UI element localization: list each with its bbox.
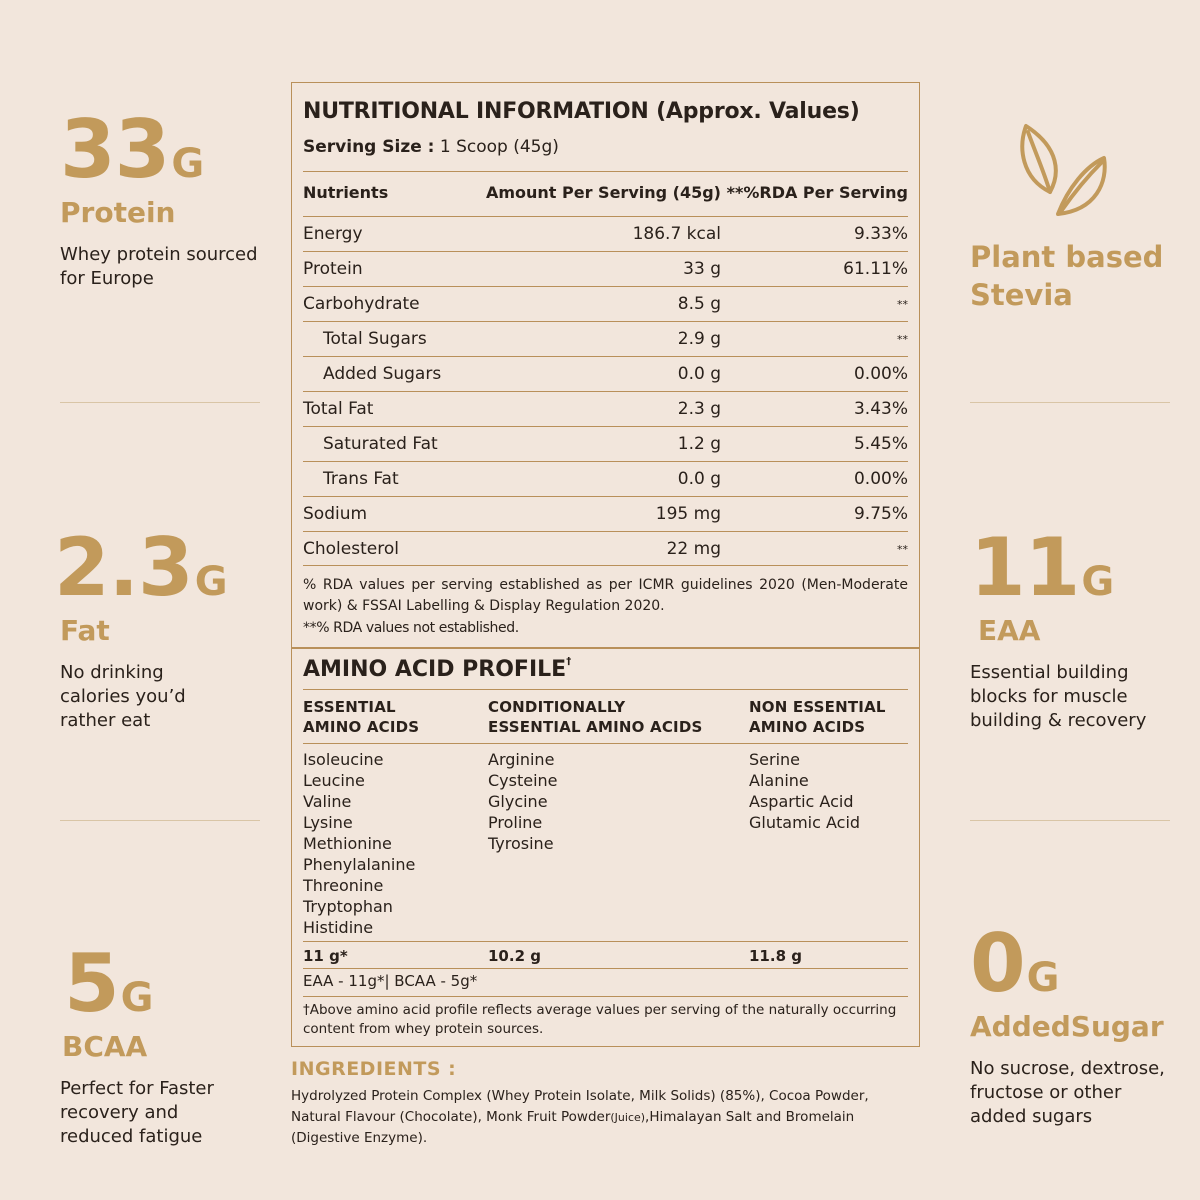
nutrient-rda: 9.33% xyxy=(853,224,908,244)
nutrient-amount: 8.5 g xyxy=(677,294,721,314)
nutrient-rda: 3.43% xyxy=(853,399,908,419)
nutrient-row xyxy=(303,531,908,566)
header-line: CONDITIONALLY xyxy=(488,698,626,716)
eaa-desc-line: building & recovery xyxy=(970,710,1147,731)
protein-amount xyxy=(60,103,258,196)
amino-acid-item: Cysteine xyxy=(488,771,558,790)
serving-label: Serving Size : xyxy=(303,137,435,157)
amino-list-essential xyxy=(303,749,415,938)
nutrient-row xyxy=(303,461,908,496)
nutrient-amount: 2.9 g xyxy=(677,329,721,349)
fat-amount xyxy=(54,521,227,614)
header-line: AMINO ACIDS xyxy=(303,718,420,736)
eaa-title: EAA xyxy=(978,614,1041,647)
protein-desc-line: for Europe xyxy=(60,268,154,289)
eaa-unit: G xyxy=(1081,559,1114,605)
amino-acid-item: Serine xyxy=(749,750,801,769)
amino-acid-item: Lysine xyxy=(303,813,353,832)
nutrient-rda: ** xyxy=(897,297,908,311)
amino-total-conditional: 10.2 g xyxy=(488,947,541,965)
nutrient-rda: 9.75% xyxy=(853,504,908,524)
nutrient-amount: 22 mg xyxy=(666,539,721,559)
nutrition-header-row xyxy=(303,183,908,202)
fat-desc-line: calories you’d xyxy=(60,686,186,707)
amino-list-nonessential xyxy=(749,749,860,833)
amino-list-conditional xyxy=(488,749,558,854)
eaa-number: 11 xyxy=(970,521,1080,614)
amino-title-text: AMINO ACID PROFILE xyxy=(303,657,567,682)
stevia-title-line: Stevia xyxy=(970,278,1073,312)
stevia-title-line: Plant based xyxy=(970,240,1164,274)
nutrient-row xyxy=(303,286,908,321)
amino-acid-item: Methionine xyxy=(303,834,392,853)
amino-acid-item: Aspartic Acid xyxy=(749,792,854,811)
nutrient-amount: 2.3 g xyxy=(677,399,721,419)
amino-acid-item: Threonine xyxy=(303,876,384,895)
amino-col-header-essential xyxy=(303,697,419,737)
protein-unit: G xyxy=(171,141,204,187)
amino-acid-item: Leucine xyxy=(303,771,365,790)
amino-title xyxy=(303,656,908,682)
nutrient-name: Energy xyxy=(303,224,363,244)
amino-acid-item: Alanine xyxy=(749,771,809,790)
fat-number: 2.3 xyxy=(54,521,193,614)
amino-acid-item: Glutamic Acid xyxy=(749,813,861,832)
fat-desc xyxy=(60,661,227,733)
bcaa-desc-line: reduced fatigue xyxy=(60,1126,203,1147)
protein-title: Protein xyxy=(60,196,176,229)
nutrient-row xyxy=(303,251,908,286)
bcaa-desc xyxy=(60,1077,214,1149)
amino-footnote: †Above amino acid profile reflects average values per serving of the naturally occurring content from whey protein sources. xyxy=(303,1002,897,1037)
stevia-stat xyxy=(970,232,1163,314)
nutrient-rda: 0.00% xyxy=(853,364,908,384)
added-sugar-desc xyxy=(970,1057,1165,1129)
bcaa-number: 5 xyxy=(64,937,119,1030)
stevia-title xyxy=(970,238,1163,314)
nutrient-rda: 0.00% xyxy=(853,469,908,489)
section-divider xyxy=(292,647,919,649)
added-sugar-desc-line: fructose or other xyxy=(970,1082,1122,1103)
fat-stat xyxy=(54,521,227,733)
right-divider-1 xyxy=(970,402,1170,403)
nutrient-rda: 5.45% xyxy=(853,434,908,454)
added-sugar-title: AddedSugar xyxy=(970,1010,1164,1043)
protein-number: 33 xyxy=(60,103,170,196)
added-sugar-desc-line: No sucrose, dextrose, xyxy=(970,1058,1165,1079)
fat-desc-line: rather eat xyxy=(60,710,151,731)
nutrient-amount: 1.2 g xyxy=(677,434,721,454)
amino-col-header-nonessential xyxy=(749,697,886,737)
divider-line xyxy=(303,941,908,942)
left-divider-1 xyxy=(60,402,260,403)
amino-acid-item: Histidine xyxy=(303,918,374,937)
added-sugar-number: 0 xyxy=(970,917,1025,1010)
amino-acid-item: Isoleucine xyxy=(303,750,384,769)
header-line: ESSENTIAL xyxy=(303,698,396,716)
ingredients-text-part: Hydrolyzed Protein Complex (Whey Protein Isolate, Milk Solids) (85%), Cocoa Powder, Natural Flavour (Chocolate), Monk Fruit Powder xyxy=(291,1088,869,1125)
nutrient-rda: 61.11% xyxy=(843,259,908,279)
nutrient-amount: 195 mg xyxy=(655,504,721,524)
nutrient-rda: ** xyxy=(897,542,908,556)
nutrient-amount: 186.7 kcal xyxy=(632,224,721,244)
nutrient-name: Total Sugars xyxy=(323,329,427,349)
divider-line xyxy=(303,565,908,566)
rda-not-established-note: **% RDA values not established. xyxy=(303,620,519,636)
added-sugar-desc-line: added sugars xyxy=(970,1106,1093,1127)
nutrient-name: Trans Fat xyxy=(323,469,399,489)
ingredients-text xyxy=(291,1086,921,1149)
added-sugar-amount xyxy=(970,917,1165,1010)
nutrient-amount: 0.0 g xyxy=(677,364,721,384)
nutrient-row xyxy=(303,216,908,251)
eaa-desc-line: Essential building xyxy=(970,662,1129,683)
nutrient-row xyxy=(303,321,908,356)
serving-size xyxy=(303,137,908,157)
nutrient-name: Total Fat xyxy=(303,399,374,419)
nutrient-row xyxy=(303,391,908,426)
nutrient-name: Protein xyxy=(303,259,363,279)
nutrient-row xyxy=(303,496,908,531)
serving-value: 1 Scoop (45g) xyxy=(439,137,559,157)
eaa-amount xyxy=(970,521,1146,614)
header-line: NON ESSENTIAL xyxy=(749,698,886,716)
amino-acid-item: Proline xyxy=(488,813,543,832)
nutrient-name: Saturated Fat xyxy=(323,434,438,454)
bcaa-desc-line: recovery and xyxy=(60,1102,179,1123)
fat-title: Fat xyxy=(60,614,110,647)
header-rda: **%RDA Per Serving xyxy=(726,183,908,202)
amino-acid-item: Tyrosine xyxy=(488,834,554,853)
added-sugar-unit: G xyxy=(1026,955,1059,1001)
bcaa-title: BCAA xyxy=(62,1030,148,1063)
divider-line xyxy=(303,689,908,690)
nutrient-rda: ** xyxy=(897,332,908,346)
left-divider-2 xyxy=(60,820,260,821)
nutrient-row xyxy=(303,356,908,391)
ingredients-title: INGREDIENTS : xyxy=(291,1058,457,1080)
nutrient-name: Sodium xyxy=(303,504,368,524)
rda-note: % RDA values per serving established as per ICMR guidelines 2020 (Men-Moderate work) & FSSAI Labelling & Display Regulation 2020. xyxy=(303,577,908,614)
fat-unit: G xyxy=(194,559,227,605)
divider-line xyxy=(303,171,908,172)
right-divider-2 xyxy=(970,820,1170,821)
amino-acid-item: Arginine xyxy=(488,750,555,769)
divider-line xyxy=(303,743,908,744)
fat-desc-line: No drinking xyxy=(60,662,164,683)
ingredients-text-part: ,Himalayan Salt and Bromelain (Digestive Enzyme). xyxy=(291,1109,855,1146)
amino-title-mark: † xyxy=(566,656,572,667)
protein-desc-line: Whey protein sourced xyxy=(60,244,258,265)
nutrition-title: NUTRITIONAL INFORMATION (Approx. Values) xyxy=(303,99,860,124)
amino-total-essential: 11 g* xyxy=(303,947,348,965)
bcaa-unit: G xyxy=(120,975,153,1021)
header-line: ESSENTIAL AMINO ACIDS xyxy=(488,718,703,736)
header-line: AMINO ACIDS xyxy=(749,718,866,736)
amino-acid-item: Phenylalanine xyxy=(303,855,416,874)
nutrient-name: Carbohydrate xyxy=(303,294,420,314)
bcaa-amount xyxy=(64,937,214,1030)
nutrient-amount: 0.0 g xyxy=(677,469,721,489)
eaa-desc xyxy=(970,661,1146,733)
divider-line xyxy=(303,996,908,997)
amino-acid-item: Glycine xyxy=(488,792,548,811)
eaa-bcaa-summary: EAA - 11g*| BCAA - 5g* xyxy=(303,972,478,990)
eaa-desc-line: blocks for muscle xyxy=(970,686,1128,707)
added-sugar-stat xyxy=(970,917,1165,1129)
eaa-stat xyxy=(970,521,1147,733)
nutrient-row xyxy=(303,426,908,461)
nutrient-name: Cholesterol xyxy=(303,539,399,559)
header-amount: Amount Per Serving (45g) xyxy=(485,183,721,202)
bcaa-desc-line: Perfect for Faster xyxy=(60,1078,214,1099)
amino-total-nonessential: 11.8 g xyxy=(749,947,802,965)
nutrient-amount: 33 g xyxy=(683,259,721,279)
amino-col-header-conditional xyxy=(488,697,702,737)
amino-acid-item: Valine xyxy=(303,792,352,811)
nutrient-name: Added Sugars xyxy=(323,364,442,384)
protein-stat xyxy=(60,103,258,291)
nutrition-panel xyxy=(291,82,920,1047)
header-nutrients: Nutrients xyxy=(303,183,389,202)
ingredients-text-small: (Juice) xyxy=(610,1111,646,1124)
divider-line xyxy=(303,968,908,969)
protein-desc xyxy=(60,243,258,291)
mint-leaf-icon xyxy=(1016,118,1108,218)
amino-acid-item: Tryptophan xyxy=(303,897,393,916)
bcaa-stat xyxy=(60,937,214,1149)
